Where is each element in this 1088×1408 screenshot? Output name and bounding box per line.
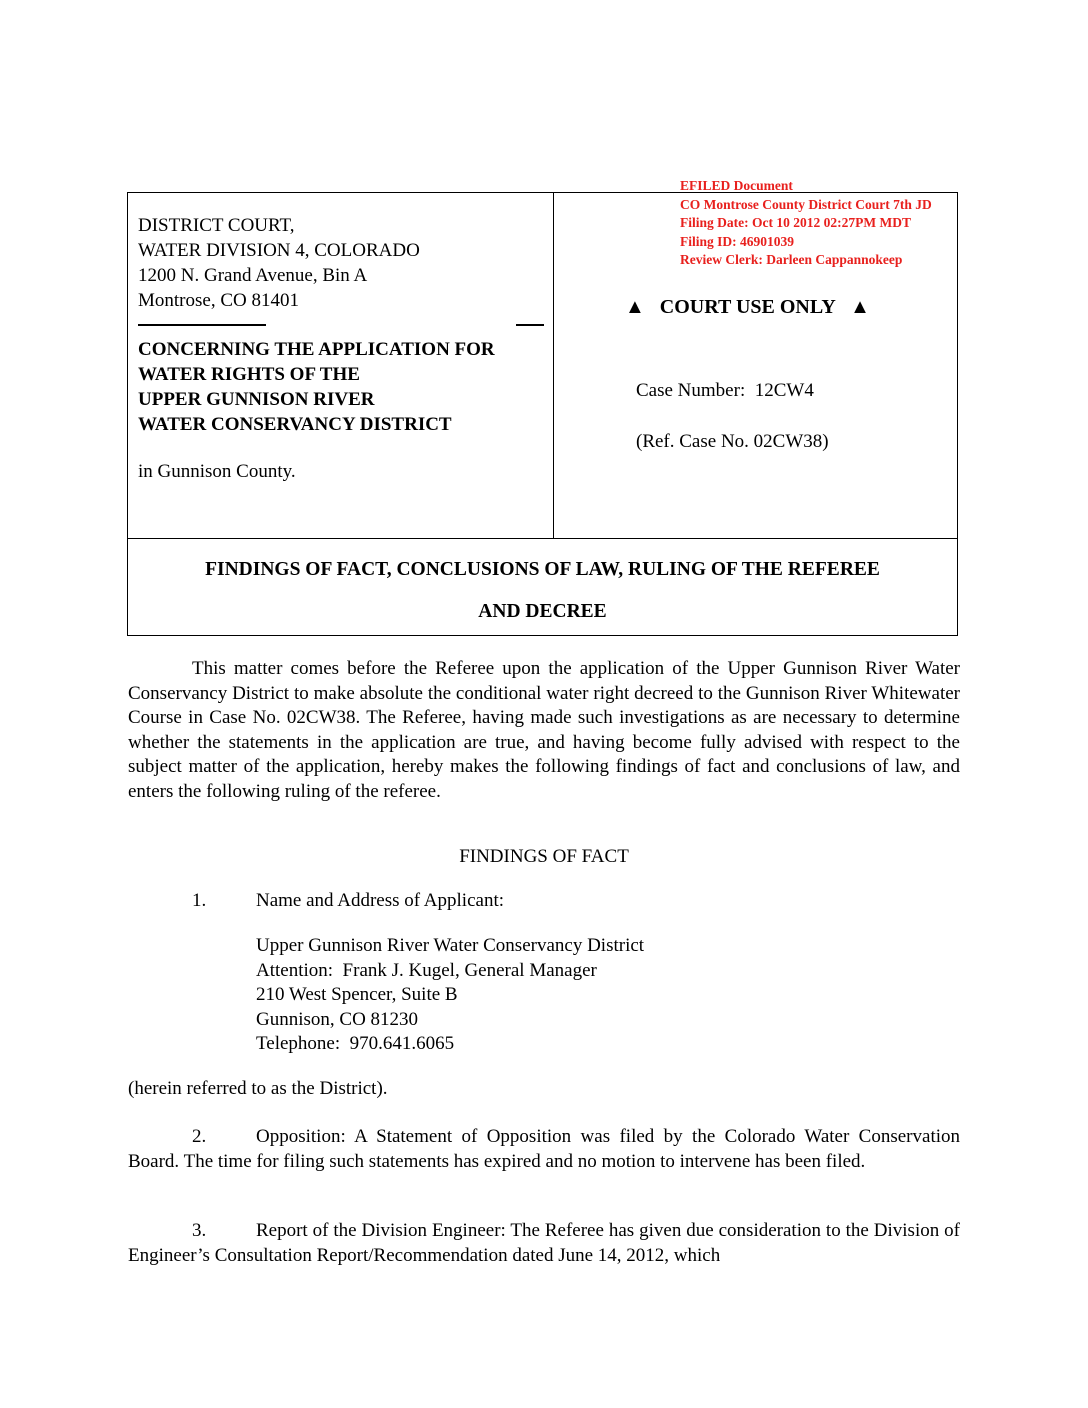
county-line: in Gunnison County. bbox=[138, 461, 296, 482]
herein-note: (herein referred to as the District). bbox=[128, 1078, 388, 1099]
matter-line: WATER CONSERVANCY DISTRICT bbox=[138, 414, 452, 435]
court-line: WATER DIVISION 4, COLORADO bbox=[138, 240, 420, 261]
caption-divider-vertical bbox=[553, 193, 554, 538]
case-number: Case Number: 12CW4 bbox=[636, 380, 814, 401]
address-line: Telephone: 970.641.6065 bbox=[256, 1033, 455, 1054]
address-line: Upper Gunnison River Water Conservancy District bbox=[256, 935, 645, 956]
court-line: Montrose, CO 81401 bbox=[138, 290, 299, 311]
court-use-only-label: ▲ COURT USE ONLY ▲ bbox=[625, 296, 870, 318]
matter-title bbox=[138, 337, 495, 437]
item-text: Report of the Division Engineer: The Referee has given due consideration to the Division of Engineer’s Consultation Report/Recommendation dated June 14, 2012, which bbox=[128, 1220, 960, 1266]
court-address bbox=[138, 213, 420, 313]
finding-item-2 bbox=[128, 1125, 960, 1174]
reference-case-number: (Ref. Case No. 02CW38) bbox=[636, 431, 829, 452]
case-caption-box bbox=[127, 192, 958, 636]
stamp-line: Filing ID: 46901039 bbox=[680, 233, 795, 249]
intro-paragraph: This matter comes before the Referee upon the application of the Upper Gunnison River Water Conservancy District to make absolute the conditional water right decreed to the Gunnison River Whitewater Course in Case No. 02CW38. The Referee, having made such investigations as are necessary to determine whether the statements in the application are true, and having become fully advised with respect to the subject matter of the application, hereby makes the following findings of fact and conclusions of law, and enters the following ruling of the referee. bbox=[128, 658, 960, 802]
address-line: Gunnison, CO 81230 bbox=[256, 1008, 419, 1030]
address-line: Attention: Frank J. Kugel, General Manager bbox=[256, 959, 597, 981]
item-number: 1. bbox=[192, 890, 207, 911]
item-label: Name and Address of Applicant: bbox=[256, 890, 505, 911]
item-number: 3. bbox=[192, 1220, 207, 1241]
court-line: DISTRICT COURT, bbox=[138, 215, 295, 236]
item-number: 2. bbox=[192, 1126, 207, 1147]
stamp-line: Review Clerk: Darleen Cappannokeep bbox=[680, 252, 903, 267]
caption-rule-right bbox=[516, 324, 544, 326]
item-text: Opposition: A Statement of Opposition was filed by the Colorado Water Conservation Board. The time for filing such statements has expired and no motion to intervene has been filed. bbox=[128, 1126, 960, 1172]
caption-divider-horizontal bbox=[128, 538, 957, 539]
matter-line: CONCERNING THE APPLICATION FOR bbox=[138, 339, 495, 360]
applicant-address bbox=[256, 934, 644, 1057]
matter-line: UPPER GUNNISON RIVER bbox=[138, 389, 375, 410]
document-title-line2: AND DECREE bbox=[478, 601, 607, 622]
finding-item-3 bbox=[128, 1219, 960, 1268]
caption-rule-left bbox=[138, 324, 266, 326]
court-line: 1200 N. Grand Avenue, Bin A bbox=[138, 265, 368, 286]
stamp-line: Filing Date: Oct 10 2012 02:27PM MDT bbox=[680, 215, 911, 230]
stamp-line: EFILED Document bbox=[680, 178, 793, 193]
findings-heading: FINDINGS OF FACT bbox=[459, 846, 629, 867]
document-title-line1: FINDINGS OF FACT, CONCLUSIONS OF LAW, RULING OF THE REFEREE bbox=[205, 559, 880, 580]
stamp-line: CO Montrose County District Court 7th JD bbox=[680, 196, 932, 212]
matter-line: WATER RIGHTS OF THE bbox=[138, 364, 360, 385]
address-line: 210 West Spencer, Suite B bbox=[256, 984, 458, 1005]
finding-item-1 bbox=[192, 890, 505, 912]
